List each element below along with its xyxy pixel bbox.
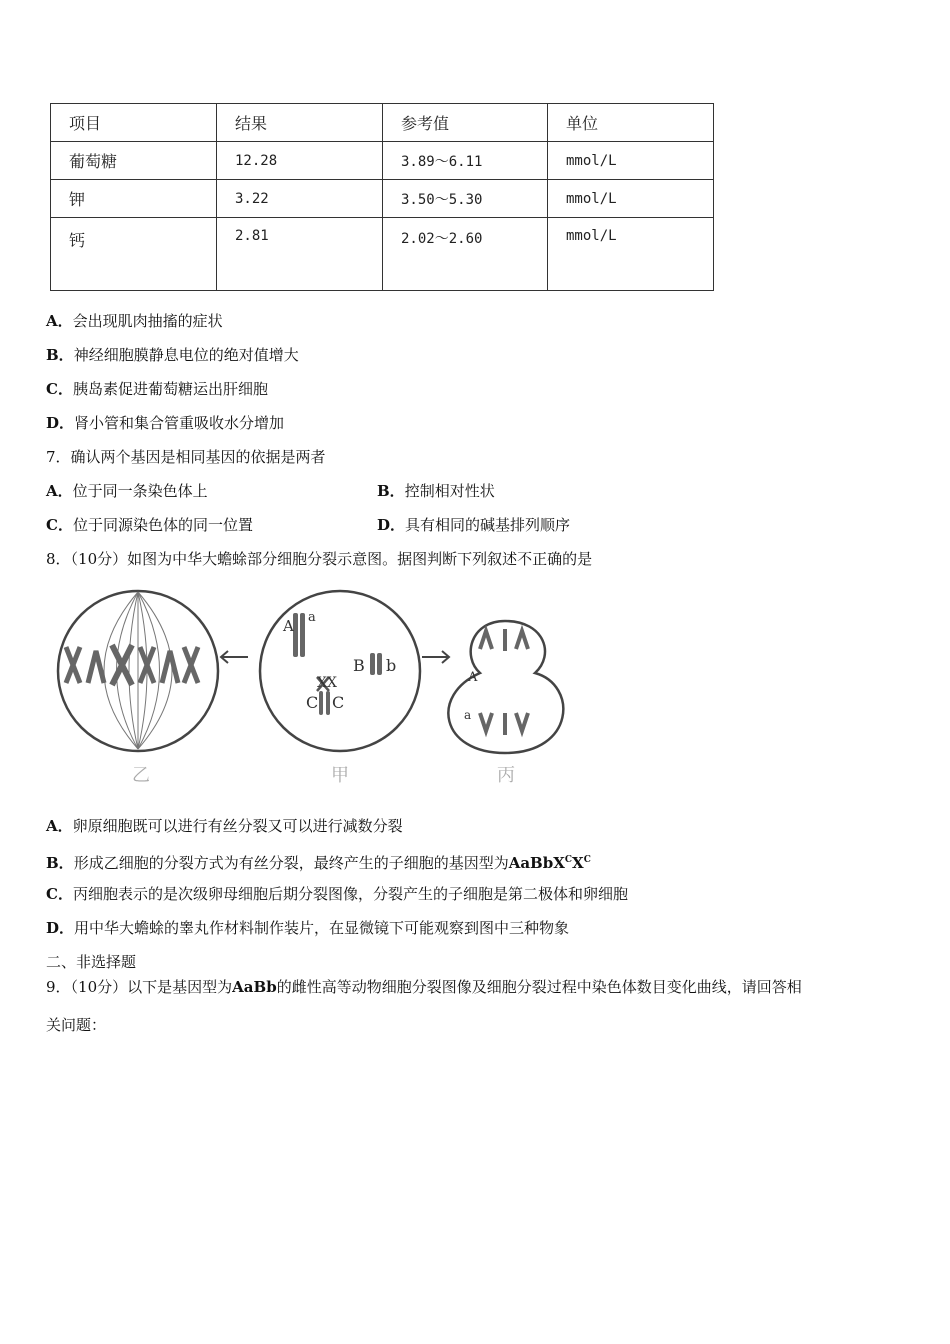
cell-yi-chromosomes xyxy=(66,645,198,685)
option-text: 位于同源染色体的同一位置 xyxy=(72,516,253,534)
q6-option-a[interactable] xyxy=(46,311,223,331)
table-cell: mmol/L xyxy=(548,180,714,218)
option-letter: B． xyxy=(377,482,405,500)
table-cell: 葡萄糖 xyxy=(51,142,217,180)
gene-label: b xyxy=(386,656,397,675)
table-row xyxy=(51,218,714,291)
option-text: 肾小管和集合管重吸收水分增加 xyxy=(74,414,285,432)
option-text: 胰岛素促进葡萄糖运出肝细胞 xyxy=(72,380,268,398)
option-text: 控制相对性状 xyxy=(404,482,495,500)
q8-option-a[interactable] xyxy=(46,816,403,836)
option-letter: D． xyxy=(46,414,75,432)
option-letter: A． xyxy=(46,312,73,330)
question-text: 如图为中华大蟾蜍部分细胞分裂示意图。据图判断下列叙述不正确的是 xyxy=(127,550,593,568)
table-cell: 3.22 xyxy=(217,180,383,218)
table-cell: 3.50～5.30 xyxy=(383,180,548,218)
q7-option-b[interactable] xyxy=(377,481,495,501)
option-letter: A． xyxy=(46,482,73,500)
q8-option-d[interactable] xyxy=(46,918,569,938)
genotype: AaBbX xyxy=(508,854,565,872)
q9-stem-line2: 关问题： xyxy=(46,1016,107,1034)
q7-stem: 7．确认两个基因是相同基因的依据是两者 xyxy=(46,448,326,466)
table-cell: 钙 xyxy=(51,218,217,291)
genotype: X xyxy=(572,854,584,872)
genotype: AaBb xyxy=(232,978,277,996)
table-row xyxy=(51,142,714,180)
option-text: 用中华大蟾蜍的睾丸作材料制作装片，在显微镜下可能观察到图中三种物象 xyxy=(74,919,570,937)
option-text: 卵原细胞既可以进行有丝分裂又可以进行减数分裂 xyxy=(72,817,403,835)
option-letter: C． xyxy=(46,516,73,534)
option-letter: C． xyxy=(46,885,73,903)
cell-bing-chromosomes xyxy=(480,629,528,735)
option-text: 会出现肌肉抽搐的症状 xyxy=(72,312,223,330)
option-letter: A． xyxy=(46,817,73,835)
gene-label: a xyxy=(308,610,316,625)
q6-option-d[interactable] xyxy=(46,413,284,433)
table-cell: mmol/L xyxy=(548,142,714,180)
table-cell: 2.81 xyxy=(217,218,383,291)
table-cell: 2.02～2.60 xyxy=(383,218,548,291)
q8-stem xyxy=(46,549,592,569)
cell-yi-spindle xyxy=(104,592,172,749)
table-row xyxy=(51,180,714,218)
genotype-superscript: C xyxy=(583,855,591,865)
q7-option-d[interactable] xyxy=(377,515,570,535)
gene-label: A xyxy=(468,670,478,685)
q6-option-b[interactable] xyxy=(46,345,299,365)
table-cell: 12.28 xyxy=(217,142,383,180)
table-header-cell: 项目 xyxy=(51,104,217,142)
option-text: 丙细胞表示的是次级卵母细胞后期分裂图像，分裂产生的子细胞是第二极体和卵细胞 xyxy=(72,885,628,903)
option-letter: B． xyxy=(46,346,74,364)
gene-label: XX xyxy=(317,675,337,691)
option-text: 神经细胞膜静息电位的绝对值增大 xyxy=(73,346,299,364)
question-number: 8．（10分） xyxy=(46,550,128,568)
cell-label-bing: 丙 xyxy=(497,765,515,786)
table-header-cell: 参考值 xyxy=(383,104,548,142)
table-header-cell: 结果 xyxy=(217,104,383,142)
gene-label: C xyxy=(306,693,319,712)
option-letter: D． xyxy=(46,919,75,937)
cell-label-jia: 甲 xyxy=(331,765,349,786)
table-cell: 3.89～6.11 xyxy=(383,142,548,180)
cell-division-figure xyxy=(50,585,590,790)
q7-option-c[interactable] xyxy=(46,515,253,535)
q8-option-b[interactable] xyxy=(46,850,591,873)
table-header-cell: 单位 xyxy=(548,104,714,142)
q6-option-c[interactable] xyxy=(46,379,268,399)
table-cell: 钾 xyxy=(51,180,217,218)
table-cell: mmol/L xyxy=(548,218,714,291)
q9-stem-line1 xyxy=(46,977,802,997)
option-text: 具有相同的碱基排列顺序 xyxy=(405,516,571,534)
option-letter: B． xyxy=(46,854,74,872)
question-text: 以下是基因型为 xyxy=(127,978,233,996)
gene-label: a xyxy=(464,708,472,722)
gene-label: A xyxy=(283,617,294,635)
section-title: 二、非选择题 xyxy=(46,953,137,971)
option-letter: C． xyxy=(46,380,73,398)
q8-option-c[interactable] xyxy=(46,884,628,904)
question-text: 的雌性高等动物细胞分裂图像及细胞分裂过程中染色体数目变化曲线，请回答相 xyxy=(276,978,802,996)
genotype-superscript: C xyxy=(564,855,573,865)
lab-results-table xyxy=(50,103,714,291)
cell-label-yi: 乙 xyxy=(132,765,150,786)
question-number: 9．（10分） xyxy=(46,978,128,996)
table-header-row xyxy=(51,104,714,142)
option-letter: D． xyxy=(377,516,406,534)
gene-label: C xyxy=(332,693,345,712)
option-text: 形成乙细胞的分裂方式为有丝分裂，最终产生的子细胞的基因型为 xyxy=(73,854,509,872)
option-text: 位于同一条染色体上 xyxy=(72,482,208,500)
q7-option-a[interactable] xyxy=(46,481,208,501)
gene-label: B xyxy=(353,656,365,675)
